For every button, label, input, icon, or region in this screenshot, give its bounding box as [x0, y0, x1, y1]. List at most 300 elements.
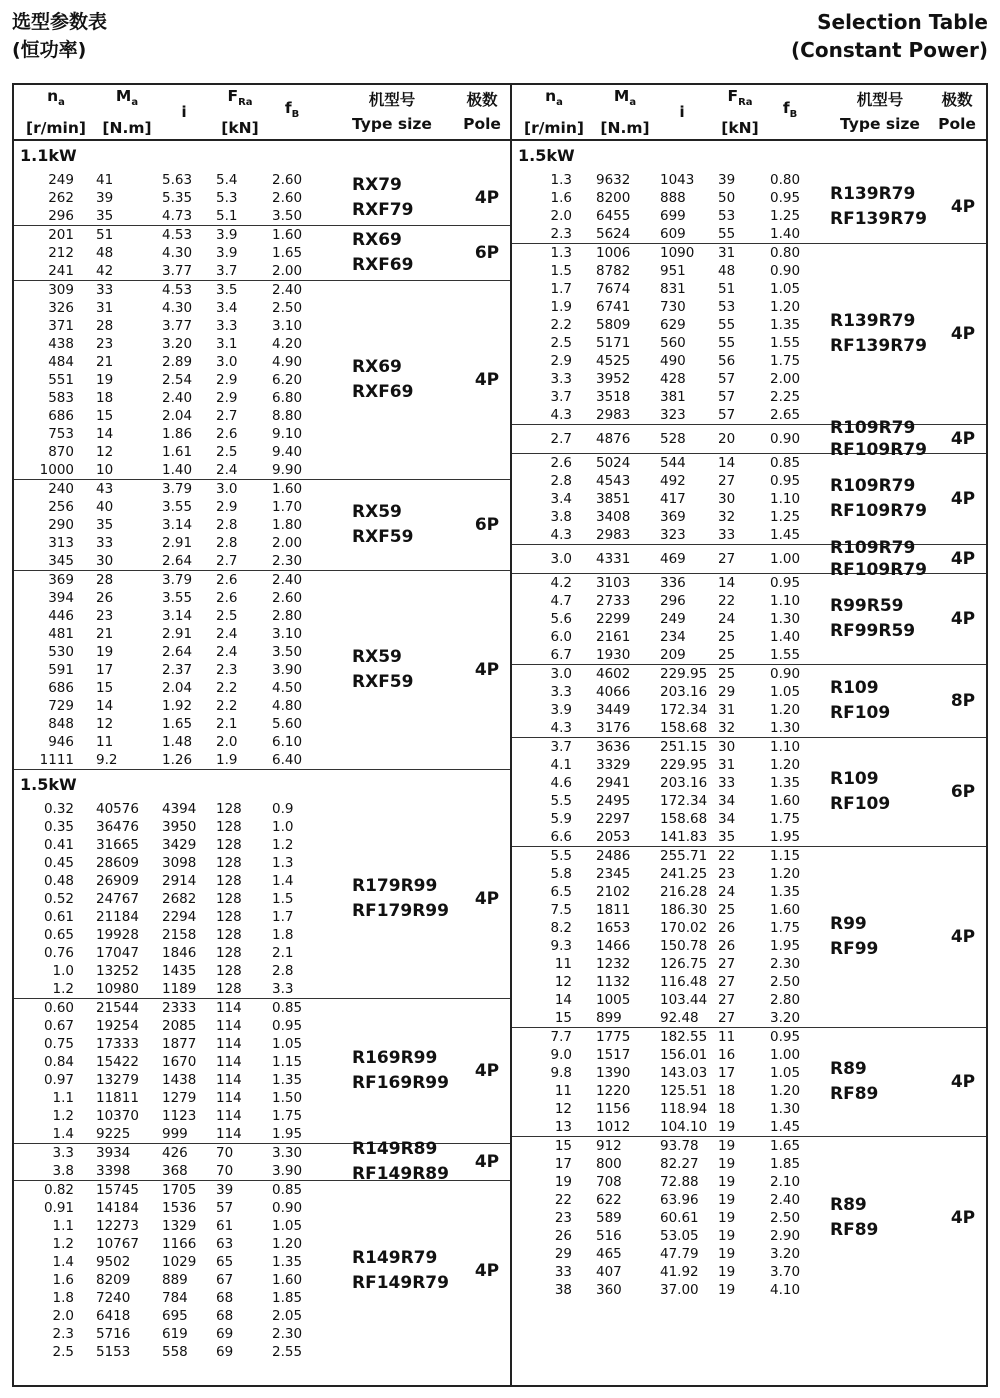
- cell-output-torque: 1653: [596, 920, 631, 936]
- table-row: [512, 991, 986, 1009]
- pole-count: 4P: [474, 660, 500, 680]
- cell-output-speed: 2.7: [550, 431, 572, 447]
- cell-output-speed: 241: [48, 263, 74, 279]
- cell-output-speed: 345: [48, 553, 74, 569]
- cell-radial-load: 128: [216, 981, 242, 997]
- table-row: [512, 973, 986, 991]
- cell-output-speed: 4.3: [550, 720, 572, 736]
- cell-radial-load: 20: [718, 431, 736, 447]
- cell-output-torque: 51: [96, 227, 114, 243]
- table-row: [512, 1209, 986, 1227]
- cell-output-speed: 3.7: [550, 389, 572, 405]
- cell-output-speed: 0.48: [43, 873, 74, 889]
- cell-ratio: 426: [162, 1145, 188, 1161]
- cell-radial-load: 2.9: [216, 499, 238, 515]
- cell-output-speed: 848: [48, 716, 74, 732]
- cell-service-factor: 1.35: [770, 775, 801, 791]
- cell-radial-load: 27: [718, 974, 736, 990]
- cell-radial-load: 19: [718, 1264, 736, 1280]
- cell-radial-load: 25: [718, 629, 736, 645]
- cell-ratio: 3429: [162, 837, 197, 853]
- cell-service-factor: 3.90: [272, 1163, 303, 1179]
- cell-ratio: 831: [660, 281, 686, 297]
- cell-service-factor: 2.80: [770, 992, 801, 1008]
- cell-radial-load: 2.9: [216, 390, 238, 406]
- table-row: [14, 389, 510, 407]
- type-size-name: RF109: [830, 703, 891, 723]
- cell-service-factor: 1.65: [272, 245, 303, 261]
- cell-radial-load: 3.0: [216, 354, 238, 370]
- cell-radial-load: 2.5: [216, 608, 238, 624]
- cell-output-speed: 1000: [39, 462, 74, 478]
- cell-service-factor: 1.05: [272, 1036, 303, 1052]
- header-left: [12, 8, 107, 64]
- table-row: [512, 828, 986, 846]
- cell-output-torque: 9225: [96, 1126, 131, 1142]
- pole-count: 4P: [950, 1208, 976, 1228]
- header-fra: $F_{Ra}$ [kN]: [721, 87, 759, 137]
- cell-output-torque: 800: [596, 1156, 622, 1172]
- cell-output-speed: 5.5: [550, 848, 572, 864]
- cell-output-speed: 23: [554, 1210, 572, 1226]
- cell-ratio: 4.30: [162, 300, 193, 316]
- cell-output-torque: 3176: [596, 720, 631, 736]
- cell-ratio: 629: [660, 317, 686, 333]
- cell-ratio: 323: [660, 407, 686, 423]
- cell-radial-load: 69: [216, 1326, 234, 1342]
- model-group: [14, 800, 510, 999]
- cell-output-speed: 9.3: [550, 938, 572, 954]
- cell-radial-load: 27: [718, 992, 736, 1008]
- subtitle-en: (Constant Power): [791, 38, 988, 62]
- cell-output-torque: 2495: [596, 793, 631, 809]
- cell-output-torque: 17333: [96, 1036, 139, 1052]
- table-row: [512, 756, 986, 774]
- cell-service-factor: 0.80: [770, 172, 801, 188]
- cell-ratio: 469: [660, 551, 686, 567]
- cell-output-torque: 3934: [96, 1145, 131, 1161]
- type-size-label: [830, 665, 890, 737]
- cell-service-factor: 6.10: [272, 734, 303, 750]
- cell-output-speed: 11: [554, 1083, 572, 1099]
- cell-output-torque: 1012: [596, 1119, 631, 1135]
- cell-radial-load: 2.4: [216, 626, 238, 642]
- subtitle-cn: (恒功率): [12, 39, 87, 61]
- cell-radial-load: 30: [718, 739, 736, 755]
- type-size-name: RXF59: [352, 672, 414, 692]
- cell-output-speed: 870: [48, 444, 74, 460]
- cell-service-factor: 0.90: [770, 431, 801, 447]
- cell-radial-load: 24: [718, 611, 736, 627]
- cell-output-torque: 24767: [96, 891, 139, 907]
- table-row: [512, 1191, 986, 1209]
- cell-radial-load: 57: [718, 389, 736, 405]
- cell-output-torque: 7674: [596, 281, 631, 297]
- pole-count: 4P: [474, 1261, 500, 1281]
- cell-output-torque: 19: [96, 644, 114, 660]
- type-size-name: RF139R79: [830, 209, 927, 229]
- cell-service-factor: 2.10: [770, 1174, 801, 1190]
- cell-ratio: 1.40: [162, 462, 193, 478]
- table-row: [14, 171, 510, 189]
- cell-ratio: 2914: [162, 873, 197, 889]
- cell-output-speed: 0.32: [43, 801, 74, 817]
- cell-output-torque: 3636: [596, 739, 631, 755]
- cell-output-speed: 0.60: [43, 1000, 74, 1016]
- cell-ratio: 889: [162, 1272, 188, 1288]
- pole-count: 6P: [474, 243, 500, 263]
- cell-service-factor: 0.90: [272, 1200, 303, 1216]
- cell-radial-load: 25: [718, 647, 736, 663]
- cell-output-torque: 14184: [96, 1200, 139, 1216]
- model-group: [512, 1137, 986, 1299]
- cell-output-torque: 21: [96, 626, 114, 642]
- table-row: [14, 643, 510, 661]
- cell-radial-load: 114: [216, 1090, 242, 1106]
- cell-service-factor: 1.05: [272, 1218, 303, 1234]
- cell-output-speed: 22: [554, 1192, 572, 1208]
- pole-count: 4P: [950, 324, 976, 344]
- type-size-name: R99R59: [830, 596, 904, 616]
- model-group: [14, 999, 510, 1144]
- cell-output-torque: 15745: [96, 1182, 139, 1198]
- cell-service-factor: 2.30: [770, 956, 801, 972]
- cell-output-speed: 0.84: [43, 1054, 74, 1070]
- cell-service-factor: 3.10: [272, 318, 303, 334]
- cell-output-speed: 26: [554, 1228, 572, 1244]
- cell-service-factor: 0.95: [770, 190, 801, 206]
- cell-output-speed: 1.1: [52, 1090, 74, 1106]
- cell-output-speed: 753: [48, 426, 74, 442]
- cell-output-speed: 3.3: [52, 1145, 74, 1161]
- cell-service-factor: 2.25: [770, 389, 801, 405]
- cell-ratio: 172.34: [660, 702, 708, 718]
- table-row: [14, 625, 510, 643]
- cell-radial-load: 19: [718, 1138, 736, 1154]
- type-size-name: R149R79: [352, 1248, 438, 1268]
- cell-radial-load: 50: [718, 190, 736, 206]
- cell-radial-load: 2.6: [216, 426, 238, 442]
- table-row: [14, 733, 510, 751]
- cell-output-torque: 12: [96, 444, 114, 460]
- cell-ratio: 234: [660, 629, 686, 645]
- cell-ratio: 3.14: [162, 517, 193, 533]
- cell-output-speed: 240: [48, 481, 74, 497]
- cell-output-torque: 30: [96, 553, 114, 569]
- cell-service-factor: 1.95: [770, 829, 801, 845]
- cell-radial-load: 31: [718, 757, 736, 773]
- cell-output-speed: 2.8: [550, 473, 572, 489]
- cell-output-speed: 0.61: [43, 909, 74, 925]
- cell-service-factor: 1.25: [770, 509, 801, 525]
- type-size-label: [352, 800, 449, 998]
- cell-output-torque: 3952: [596, 371, 631, 387]
- cell-radial-load: 2.0: [216, 734, 238, 750]
- cell-output-torque: 12: [96, 716, 114, 732]
- type-size-name: RF149R79: [352, 1273, 449, 1293]
- cell-radial-load: 114: [216, 1000, 242, 1016]
- cell-output-torque: 10: [96, 462, 114, 478]
- cell-radial-load: 114: [216, 1072, 242, 1088]
- cell-ratio: 1536: [162, 1200, 197, 1216]
- table-row: [512, 865, 986, 883]
- cell-output-speed: 5.5: [550, 793, 572, 809]
- cell-service-factor: 1.2: [272, 837, 294, 853]
- cell-output-speed: 2.3: [550, 226, 572, 242]
- cell-output-speed: 446: [48, 608, 74, 624]
- cell-output-torque: 10767: [96, 1236, 139, 1252]
- column-header-row: [14, 85, 510, 141]
- cell-ratio: 126.75: [660, 956, 708, 972]
- cell-service-factor: 9.10: [272, 426, 303, 442]
- cell-ratio: 1029: [162, 1254, 197, 1270]
- cell-output-speed: 1.2: [52, 981, 74, 997]
- cell-output-speed: 1.2: [52, 1236, 74, 1252]
- cell-ratio: 2.64: [162, 553, 193, 569]
- cell-output-torque: 8782: [596, 263, 631, 279]
- cell-service-factor: 1.95: [272, 1126, 303, 1142]
- cell-service-factor: 2.30: [272, 1326, 303, 1342]
- cell-service-factor: 6.40: [272, 752, 303, 768]
- type-size-name: RXF59: [352, 527, 414, 547]
- cell-radial-load: 128: [216, 963, 242, 979]
- cell-radial-load: 32: [718, 509, 736, 525]
- cell-ratio: 53.05: [660, 1228, 699, 1244]
- cell-output-torque: 17: [96, 662, 114, 678]
- pole-count: 4P: [950, 197, 976, 217]
- cell-output-torque: 9.2: [96, 752, 118, 768]
- cell-service-factor: 2.60: [272, 190, 303, 206]
- cell-output-speed: 371: [48, 318, 74, 334]
- cell-ratio: 699: [660, 208, 686, 224]
- cell-output-speed: 256: [48, 499, 74, 515]
- cell-output-speed: 1.2: [52, 1108, 74, 1124]
- table-row: [14, 607, 510, 625]
- table-row: [14, 244, 510, 262]
- cell-service-factor: 0.95: [272, 1018, 303, 1034]
- cell-radial-load: 128: [216, 855, 242, 871]
- cell-radial-load: 1.9: [216, 752, 238, 768]
- table-row: [512, 1118, 986, 1136]
- cell-output-speed: 313: [48, 535, 74, 551]
- cell-output-torque: 2983: [596, 527, 631, 543]
- cell-radial-load: 65: [216, 1254, 234, 1270]
- cell-output-speed: 201: [48, 227, 74, 243]
- cell-output-speed: 5.8: [550, 866, 572, 882]
- header-na: $n_a$ [r/min]: [26, 87, 86, 137]
- model-group: [14, 480, 510, 571]
- cell-output-speed: 1.3: [550, 172, 572, 188]
- cell-output-speed: 3.7: [550, 739, 572, 755]
- cell-output-speed: 3.4: [550, 491, 572, 507]
- cell-service-factor: 0.85: [770, 455, 801, 471]
- type-size-name: R109R79: [830, 538, 916, 558]
- table-row: [512, 883, 986, 901]
- cell-output-torque: 5624: [596, 226, 631, 242]
- table-row: [14, 317, 510, 335]
- type-size-label: [352, 1139, 449, 1184]
- pole-count: 8P: [950, 691, 976, 711]
- model-group: [14, 171, 510, 226]
- cell-service-factor: 1.05: [770, 281, 801, 297]
- cell-output-speed: 2.0: [550, 208, 572, 224]
- cell-radial-load: 19: [718, 1156, 736, 1172]
- table-row: [14, 480, 510, 498]
- type-size-name: R139R79: [830, 311, 916, 331]
- cell-ratio: 2085: [162, 1018, 197, 1034]
- section-power-label: 1.5kW: [14, 769, 510, 800]
- cell-ratio: 37.00: [660, 1282, 699, 1298]
- cell-service-factor: 1.35: [272, 1254, 303, 1270]
- cell-output-torque: 2345: [596, 866, 631, 882]
- cell-radial-load: 57: [718, 407, 736, 423]
- cell-output-speed: 9.8: [550, 1065, 572, 1081]
- header-fra: $F_{Ra}$ [kN]: [221, 87, 259, 137]
- cell-radial-load: 26: [718, 920, 736, 936]
- type-size-label: [352, 171, 413, 225]
- cell-output-torque: 28609: [96, 855, 139, 871]
- cell-service-factor: 1.75: [770, 920, 801, 936]
- cell-output-speed: 12: [554, 974, 572, 990]
- cell-ratio: 3.20: [162, 336, 193, 352]
- cell-ratio: 3.14: [162, 608, 193, 624]
- cell-ratio: 1166: [162, 1236, 197, 1252]
- cell-output-speed: 2.6: [550, 455, 572, 471]
- cell-radial-load: 57: [216, 1200, 234, 1216]
- cell-radial-load: 18: [718, 1101, 736, 1117]
- cell-service-factor: 0.95: [770, 473, 801, 489]
- table-row: [512, 1100, 986, 1118]
- cell-ratio: 1435: [162, 963, 197, 979]
- cell-radial-load: 63: [216, 1236, 234, 1252]
- cell-output-speed: 4.3: [550, 527, 572, 543]
- cell-output-speed: 2.3: [52, 1326, 74, 1342]
- pole-count: 4P: [950, 549, 976, 569]
- cell-ratio: 2682: [162, 891, 197, 907]
- type-size-name: RX69: [352, 357, 402, 377]
- cell-output-torque: 26909: [96, 873, 139, 889]
- cell-service-factor: 4.20: [272, 336, 303, 352]
- cell-output-speed: 0.76: [43, 945, 74, 961]
- table-row: [512, 1082, 986, 1100]
- type-size-name: RX59: [352, 647, 402, 667]
- type-size-name: RF99: [830, 939, 879, 959]
- cell-ratio: 784: [162, 1290, 188, 1306]
- cell-output-speed: 6.0: [550, 629, 572, 645]
- cell-ratio: 3.55: [162, 590, 193, 606]
- cell-radial-load: 128: [216, 891, 242, 907]
- cell-ratio: 1.65: [162, 716, 193, 732]
- table-row: [14, 498, 510, 516]
- cell-output-torque: 5153: [96, 1344, 131, 1360]
- type-size-label: [830, 244, 927, 424]
- cell-ratio: 2.37: [162, 662, 193, 678]
- cell-output-speed: 1.4: [52, 1126, 74, 1142]
- cell-radial-load: 51: [718, 281, 736, 297]
- cell-ratio: 125.51: [660, 1083, 708, 1099]
- cell-radial-load: 128: [216, 873, 242, 889]
- cell-service-factor: 1.20: [770, 299, 801, 315]
- cell-radial-load: 114: [216, 1036, 242, 1052]
- cell-service-factor: 2.00: [272, 263, 303, 279]
- cell-ratio: 63.96: [660, 1192, 699, 1208]
- cell-service-factor: 1.55: [770, 335, 801, 351]
- cell-output-speed: 0.67: [43, 1018, 74, 1034]
- model-group: [14, 281, 510, 480]
- cell-ratio: 209: [660, 647, 686, 663]
- cell-service-factor: 1.10: [770, 593, 801, 609]
- cell-output-torque: 5024: [596, 455, 631, 471]
- cell-radial-load: 39: [216, 1182, 234, 1198]
- cell-service-factor: 6.20: [272, 372, 303, 388]
- cell-radial-load: 55: [718, 226, 736, 242]
- cell-output-torque: 14: [96, 426, 114, 442]
- cell-service-factor: 1.80: [272, 517, 303, 533]
- table-row: [14, 679, 510, 697]
- cell-service-factor: 2.80: [272, 608, 303, 624]
- cell-ratio: 203.16: [660, 684, 708, 700]
- cell-radial-load: 3.9: [216, 227, 238, 243]
- model-group: [512, 738, 986, 847]
- cell-output-speed: 729: [48, 698, 74, 714]
- cell-output-speed: 19: [554, 1174, 572, 1190]
- cell-output-speed: 14: [554, 992, 572, 1008]
- cell-radial-load: 2.7: [216, 408, 238, 424]
- cell-service-factor: 1.40: [770, 629, 801, 645]
- cell-output-torque: 1390: [596, 1065, 631, 1081]
- cell-radial-load: 2.2: [216, 680, 238, 696]
- table-row: [14, 281, 510, 299]
- cell-service-factor: 1.30: [770, 1101, 801, 1117]
- cell-service-factor: 4.50: [272, 680, 303, 696]
- table-row: [14, 534, 510, 552]
- cell-service-factor: 1.25: [770, 208, 801, 224]
- cell-output-torque: 3103: [596, 575, 631, 591]
- cell-ratio: 170.02: [660, 920, 708, 936]
- cell-radial-load: 70: [216, 1163, 234, 1179]
- cell-radial-load: 55: [718, 335, 736, 351]
- cell-ratio: 1705: [162, 1182, 197, 1198]
- type-size-label: [830, 738, 890, 846]
- table-row: [14, 207, 510, 225]
- cell-output-speed: 309: [48, 282, 74, 298]
- cell-ratio: 150.78: [660, 938, 708, 954]
- cell-service-factor: 3.20: [770, 1010, 801, 1026]
- cell-service-factor: 1.55: [770, 647, 801, 663]
- cell-service-factor: 2.55: [272, 1344, 303, 1360]
- cell-service-factor: 3.50: [272, 208, 303, 224]
- cell-radial-load: 25: [718, 902, 736, 918]
- cell-output-torque: 9632: [596, 172, 631, 188]
- cell-service-factor: 2.90: [770, 1228, 801, 1244]
- cell-ratio: 3.77: [162, 263, 193, 279]
- cell-service-factor: 1.45: [770, 1119, 801, 1135]
- cell-radial-load: 69: [216, 1344, 234, 1360]
- cell-output-torque: 360: [596, 1282, 622, 1298]
- cell-ratio: 428: [660, 371, 686, 387]
- table-row: [14, 335, 510, 353]
- table-row: [14, 697, 510, 715]
- cell-output-torque: 11: [96, 734, 114, 750]
- cell-output-torque: 1811: [596, 902, 631, 918]
- cell-ratio: 1.86: [162, 426, 193, 442]
- cell-output-speed: 0.35: [43, 819, 74, 835]
- cell-radial-load: 57: [718, 371, 736, 387]
- cell-ratio: 103.44: [660, 992, 708, 1008]
- cell-output-torque: 15: [96, 680, 114, 696]
- type-size-name: RXF79: [352, 200, 414, 220]
- model-group: [512, 244, 986, 425]
